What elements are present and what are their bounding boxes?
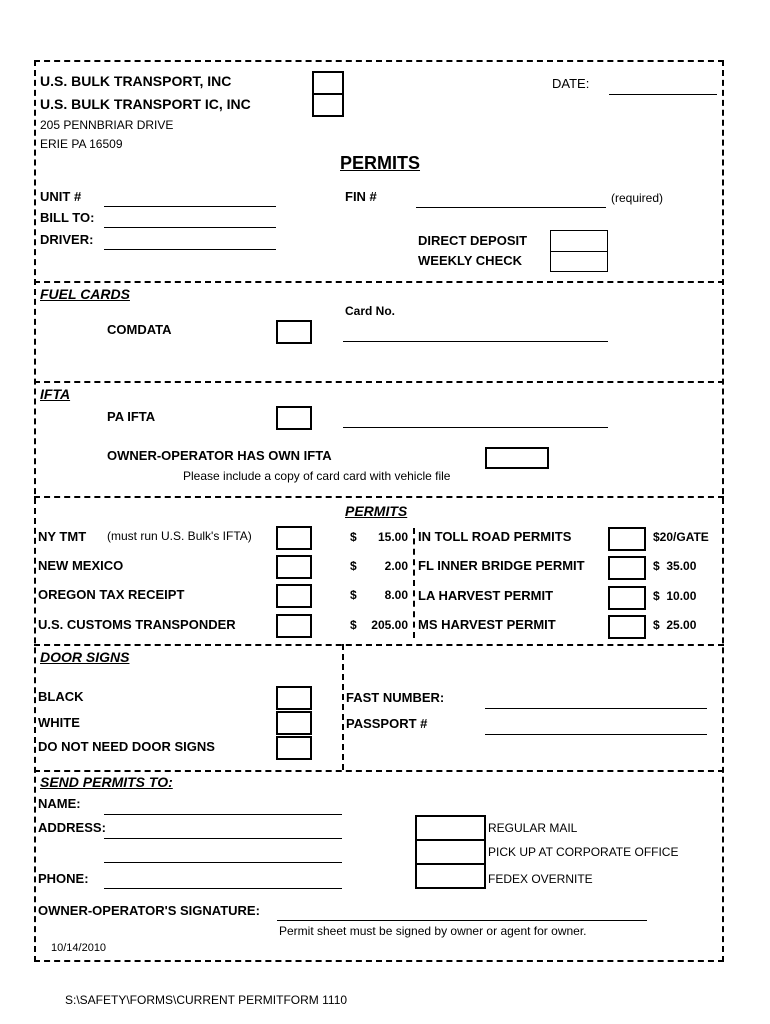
permit-right-label: FL INNER BRIDGE PERMIT <box>418 558 585 573</box>
address-field-1[interactable] <box>104 838 342 839</box>
black-label: BLACK <box>38 689 84 704</box>
company-2-checkbox[interactable] <box>312 93 344 117</box>
form-border-right <box>722 60 724 962</box>
phone-label: PHONE: <box>38 871 89 886</box>
fin-field[interactable] <box>416 207 606 208</box>
permit-note: (must run U.S. Bulk's IFTA) <box>107 529 252 543</box>
permit-right-label: IN TOLL ROAD PERMITS <box>418 529 572 544</box>
signature-note: Permit sheet must be signed by owner or agent for owner. <box>279 924 587 938</box>
pa-ifta-checkbox[interactable] <box>276 406 312 430</box>
owner-ifta-label: OWNER-OPERATOR HAS OWN IFTA <box>107 448 332 463</box>
name-label: NAME: <box>38 796 81 811</box>
white-checkbox[interactable] <box>276 711 312 735</box>
permit-currency: $ <box>350 559 357 573</box>
pickup-label: PICK UP AT CORPORATE OFFICE <box>488 845 679 859</box>
direct-deposit-label: DIRECT DEPOSIT <box>418 233 528 248</box>
address-label: ADDRESS: <box>38 820 106 835</box>
ifta-title: IFTA <box>40 386 71 402</box>
date-field[interactable] <box>609 94 717 95</box>
permit-amount: 205.00 <box>371 618 408 632</box>
divider-door-vertical <box>342 644 344 770</box>
fuel-cards-title: FUEL CARDS <box>40 286 130 302</box>
passport-label: PASSPORT # <box>346 716 428 731</box>
page-title: PERMITS <box>340 153 421 173</box>
form-date: 10/14/2010 <box>51 942 107 954</box>
divider-permits <box>34 496 724 498</box>
address-field-2[interactable] <box>104 862 342 863</box>
unit-label: UNIT # <box>40 189 82 204</box>
divider-fuel <box>34 281 724 283</box>
white-label: WHITE <box>38 715 80 730</box>
door-signs-title: DOOR SIGNS <box>40 649 130 665</box>
form-border-top <box>34 60 724 62</box>
company-name-2: U.S. BULK TRANSPORT IC, INC <box>40 96 251 112</box>
card-no-label: Card No. <box>345 304 396 318</box>
ny-tmt-checkbox[interactable] <box>276 526 312 550</box>
company-1-checkbox[interactable] <box>312 71 344 95</box>
permit-right-price: $ 10.00 <box>653 589 697 603</box>
bill-to-label: BILL TO: <box>40 210 95 225</box>
ms-harvest-checkbox[interactable] <box>608 615 646 639</box>
weekly-check-checkbox[interactable] <box>550 251 608 272</box>
company-name-1: U.S. BULK TRANSPORT, INC <box>40 73 232 89</box>
name-field[interactable] <box>104 814 342 815</box>
la-harvest-checkbox[interactable] <box>608 586 646 610</box>
address-line-1: 205 PENNBRIAR DRIVE <box>40 118 174 132</box>
black-checkbox[interactable] <box>276 686 312 710</box>
address-line-2: ERIE PA 16509 <box>40 137 123 151</box>
card-number-field[interactable] <box>343 341 608 342</box>
owner-ifta-checkbox[interactable] <box>485 447 549 469</box>
permit-right-label: MS HARVEST PERMIT <box>418 617 556 632</box>
oregon-tax-checkbox[interactable] <box>276 584 312 608</box>
comdata-label: COMDATA <box>107 322 172 337</box>
permit-amount: 2.00 <box>384 559 408 573</box>
fedex-checkbox[interactable] <box>415 863 486 889</box>
no-door-signs-label: DO NOT NEED DOOR SIGNS <box>38 739 215 754</box>
ifta-note: Please include a copy of card card with vehicle file <box>183 469 451 483</box>
divider-ifta <box>34 381 724 383</box>
phone-field[interactable] <box>104 888 342 889</box>
permit-right-label: LA HARVEST PERMIT <box>418 588 554 603</box>
comdata-checkbox[interactable] <box>276 320 312 344</box>
permit-amount: 8.00 <box>384 588 408 602</box>
permits-title: PERMITS <box>345 503 408 519</box>
permit-label: U.S. CUSTOMS TRANSPONDER <box>38 617 236 632</box>
signature-label: OWNER-OPERATOR'S SIGNATURE: <box>38 903 260 918</box>
permit-label: OREGON TAX RECEIPT <box>38 587 185 602</box>
permit-currency: $ <box>350 588 357 602</box>
fast-number-label: FAST NUMBER: <box>346 690 445 705</box>
fin-label: FIN # <box>345 189 377 204</box>
passport-field[interactable] <box>485 734 707 735</box>
permit-amount: 15.00 <box>377 530 408 544</box>
permit-right-price: $ 25.00 <box>653 618 697 632</box>
no-door-signs-checkbox[interactable] <box>276 736 312 760</box>
form-border-bottom <box>34 960 724 962</box>
divider-send <box>34 770 724 772</box>
pa-ifta-field[interactable] <box>343 427 608 428</box>
file-path: S:\SAFETY\FORMS\CURRENT PERMITFORM 1110 <box>65 993 348 1007</box>
unit-field[interactable] <box>104 206 276 207</box>
in-toll-checkbox[interactable] <box>608 527 646 551</box>
permit-currency: $ <box>350 530 357 544</box>
permit-right-price: $ 35.00 <box>653 559 697 573</box>
new-mexico-checkbox[interactable] <box>276 555 312 579</box>
permit-label: NEW MEXICO <box>38 558 124 573</box>
regular-mail-checkbox[interactable] <box>415 815 486 841</box>
form-border-left <box>34 60 36 962</box>
pickup-checkbox[interactable] <box>415 839 486 865</box>
date-label: DATE: <box>552 76 590 91</box>
driver-field[interactable] <box>104 249 276 250</box>
bill-to-field[interactable] <box>104 227 276 228</box>
permit-right-price: $20/GATE <box>653 530 709 544</box>
divider-door <box>34 644 724 646</box>
send-permits-title: SEND PERMITS TO: <box>40 774 173 790</box>
divider-permits-vertical <box>413 528 415 638</box>
weekly-check-label: WEEKLY CHECK <box>418 253 523 268</box>
required-note: (required) <box>611 191 664 205</box>
permit-currency: $ <box>350 618 357 632</box>
signature-field[interactable] <box>277 920 647 921</box>
regular-mail-label: REGULAR MAIL <box>488 821 578 835</box>
driver-label: DRIVER: <box>40 232 94 247</box>
permit-label: NY TMT <box>38 529 87 544</box>
direct-deposit-checkbox[interactable] <box>550 230 608 252</box>
customs-transponder-checkbox[interactable] <box>276 614 312 638</box>
fl-bridge-checkbox[interactable] <box>608 556 646 580</box>
fedex-label: FEDEX OVERNITE <box>488 872 593 886</box>
pa-ifta-label: PA IFTA <box>107 409 156 424</box>
fast-number-field[interactable] <box>485 708 707 709</box>
